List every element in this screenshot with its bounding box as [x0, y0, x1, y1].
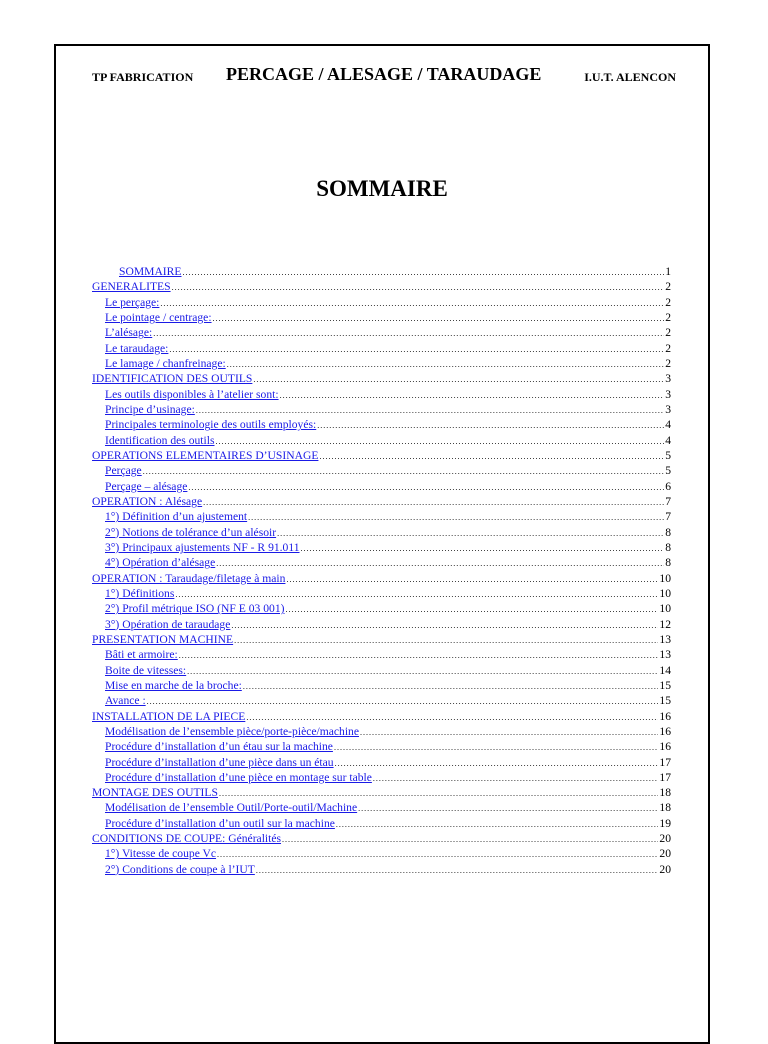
- toc-page-number: 8: [665, 540, 671, 554]
- toc-page-number: 20: [659, 832, 671, 846]
- toc-link[interactable]: 1°) Vitesse de coupe Vc: [105, 847, 217, 861]
- toc-entry[interactable]: [92, 586, 671, 601]
- toc-link[interactable]: INSTALLATION DE LA PIECE: [92, 709, 246, 723]
- toc-page-number: 2: [665, 356, 671, 370]
- toc-page-number: 18: [659, 801, 671, 815]
- toc-entry[interactable]: [92, 831, 671, 846]
- toc-link[interactable]: Procédure d’installation d’une pièce en montage sur table: [105, 770, 372, 784]
- toc-page-number: 16: [659, 740, 671, 754]
- toc-entry[interactable]: [92, 264, 671, 279]
- toc-leader-dots: [213, 311, 665, 325]
- toc-leader-dots: [358, 801, 658, 815]
- toc-page-number: 5: [665, 448, 671, 462]
- toc-link[interactable]: Procédure d’installation d’un outil sur la machine: [105, 816, 335, 830]
- toc-page-number: 14: [659, 663, 671, 677]
- toc-leader-dots: [335, 756, 659, 770]
- header-institution: I.U.T. ALENCON: [584, 70, 676, 84]
- toc-page-number: 4: [665, 433, 671, 447]
- toc-entry[interactable]: [92, 402, 671, 417]
- header-course: TP FABRICATION: [92, 70, 194, 84]
- toc-link[interactable]: Mise en marche de la broche:: [105, 678, 242, 692]
- toc-leader-dots: [248, 510, 664, 524]
- toc-entry[interactable]: [92, 785, 671, 800]
- toc-link[interactable]: Identification des outils: [105, 433, 215, 447]
- toc-link[interactable]: Principales terminologie des outils employés:: [105, 418, 317, 432]
- toc-entry[interactable]: [92, 555, 671, 570]
- toc-page-number: 16: [659, 724, 671, 738]
- toc-link[interactable]: IDENTIFICATION DES OUTILS: [92, 372, 253, 386]
- toc-leader-dots: [336, 817, 659, 831]
- toc-leader-dots: [277, 526, 664, 540]
- toc-link[interactable]: 2°) Notions de tolérance d’un alésoir: [105, 525, 277, 539]
- toc-entry[interactable]: [92, 448, 671, 463]
- toc-leader-dots: [373, 771, 659, 785]
- toc-leader-dots: [175, 587, 658, 601]
- toc-page-number: 20: [659, 862, 671, 876]
- toc-entry[interactable]: [92, 295, 671, 310]
- toc-leader-dots: [187, 664, 658, 678]
- toc-link[interactable]: L’alésage:: [105, 326, 153, 340]
- toc-entry[interactable]: [92, 509, 671, 524]
- toc-page-number: 2: [665, 326, 671, 340]
- toc-entry[interactable]: [92, 279, 671, 294]
- toc-leader-dots: [234, 633, 658, 647]
- toc-entry[interactable]: [92, 678, 671, 693]
- toc-entry[interactable]: [92, 479, 671, 494]
- toc-page-number: 15: [659, 678, 671, 692]
- toc-leader-dots: [219, 786, 658, 800]
- toc-entry[interactable]: [92, 341, 671, 356]
- toc-page-number: 15: [659, 694, 671, 708]
- toc-leader-dots: [317, 418, 664, 432]
- toc-leader-dots: [147, 694, 659, 708]
- toc-link[interactable]: Le perçage:: [105, 295, 160, 309]
- toc-page-number: 2: [665, 310, 671, 324]
- toc-leader-dots: [286, 602, 659, 616]
- toc-link[interactable]: 1°) Définition d’un ajustement: [105, 510, 248, 524]
- toc-entry[interactable]: [92, 800, 671, 815]
- toc-leader-dots: [188, 480, 664, 494]
- toc-entry[interactable]: [92, 724, 671, 739]
- toc-leader-dots: [282, 832, 658, 846]
- toc-entry[interactable]: [92, 525, 671, 540]
- toc-leader-dots: [243, 679, 659, 693]
- toc-leader-dots: [172, 280, 665, 294]
- toc-entry[interactable]: [92, 387, 671, 402]
- toc-entry[interactable]: [92, 371, 671, 386]
- toc-entry[interactable]: [92, 417, 671, 432]
- toc-entry[interactable]: [92, 433, 671, 448]
- toc-entry[interactable]: [92, 601, 671, 616]
- toc-leader-dots: [179, 648, 659, 662]
- toc-link[interactable]: Le lamage / chanfreinage:: [105, 356, 226, 370]
- toc-link[interactable]: OPERATION : Taraudage/filetage à main: [92, 571, 286, 585]
- toc-leader-dots: [203, 495, 664, 509]
- toc-entry[interactable]: [92, 693, 671, 708]
- toc-page-number: 3: [665, 402, 671, 416]
- toc-page-number: 16: [659, 709, 671, 723]
- toc-entry[interactable]: [92, 571, 671, 586]
- toc-page-number: 7: [665, 510, 671, 524]
- toc-page-number: 12: [659, 617, 671, 631]
- toc-page-number: 2: [665, 295, 671, 309]
- toc-leader-dots: [334, 740, 658, 754]
- toc-entry[interactable]: [92, 770, 671, 785]
- toc-link[interactable]: 3°) Opération de taraudage: [105, 617, 231, 631]
- toc-link[interactable]: Les outils disponibles à l’atelier sont:: [105, 387, 279, 401]
- toc-entry[interactable]: [92, 494, 671, 509]
- toc-link[interactable]: PRESENTATION MACHINE: [92, 632, 234, 646]
- toc-link[interactable]: Bâti et armoire:: [105, 648, 178, 662]
- toc-link[interactable]: Le pointage / centrage:: [105, 310, 212, 324]
- toc-leader-dots: [196, 403, 664, 417]
- toc-page-number: 1: [665, 265, 671, 278]
- toc-leader-dots: [160, 296, 664, 310]
- toc-leader-dots: [280, 388, 665, 402]
- toc-entry[interactable]: [92, 356, 671, 371]
- toc-page-number: 2: [665, 280, 671, 294]
- toc-page-number: 19: [659, 816, 671, 830]
- toc-page-number: 2: [665, 341, 671, 355]
- toc-link[interactable]: GENERALITES: [92, 280, 171, 294]
- toc-entry[interactable]: [92, 540, 671, 555]
- toc-leader-dots: [246, 710, 658, 724]
- toc-entry[interactable]: [92, 709, 671, 724]
- table-of-contents: [92, 264, 671, 877]
- toc-entry[interactable]: [92, 862, 671, 877]
- toc-leader-dots: [216, 556, 664, 570]
- toc-leader-dots: [360, 725, 658, 739]
- toc-link[interactable]: OPERATIONS ELEMENTAIRES D’USINAGE: [92, 448, 319, 462]
- toc-link[interactable]: Boite de vitesses:: [105, 663, 187, 677]
- toc-link[interactable]: Avance :: [105, 694, 146, 708]
- toc-leader-dots: [256, 863, 659, 877]
- toc-page-number: 8: [665, 525, 671, 539]
- toc-leader-dots: [217, 847, 658, 861]
- toc-leader-dots: [319, 449, 664, 463]
- toc-link[interactable]: Modélisation de l’ensemble Outil/Porte-outil/Machine: [105, 801, 358, 815]
- toc-page-number: 20: [659, 847, 671, 861]
- toc-page-number: 6: [665, 479, 671, 493]
- toc-page-number: 7: [665, 494, 671, 508]
- toc-page-number: 4: [665, 418, 671, 432]
- toc-page-number: 17: [659, 755, 671, 769]
- toc-link[interactable]: Principe d’usinage:: [105, 402, 195, 416]
- toc-page-number: 17: [659, 770, 671, 784]
- toc-link[interactable]: 2°) Profil métrique ISO (NF E 03 001): [105, 602, 285, 616]
- toc-entry[interactable]: [92, 632, 671, 647]
- toc-link[interactable]: Perçage: [105, 464, 142, 478]
- document-page: [54, 44, 710, 1044]
- toc-page-number: 13: [659, 648, 671, 662]
- toc-entry[interactable]: [92, 846, 671, 861]
- header-subject: PERCAGE / ALESAGE / TARAUDAGE: [226, 64, 542, 84]
- toc-entry[interactable]: [92, 647, 671, 662]
- toc-link[interactable]: Modélisation de l’ensemble pièce/porte-pièce/machine: [105, 724, 359, 738]
- toc-leader-dots: [227, 357, 665, 371]
- toc-entry[interactable]: [92, 816, 671, 831]
- toc-leader-dots: [183, 265, 665, 279]
- toc-leader-dots: [253, 372, 664, 386]
- toc-link[interactable]: OPERATION : Alésage: [92, 494, 203, 508]
- toc-leader-dots: [301, 541, 665, 555]
- toc-link[interactable]: SOMMAIRE: [119, 265, 182, 278]
- toc-entry[interactable]: [92, 617, 671, 632]
- toc-link[interactable]: 2°) Conditions de coupe à l’IUT: [105, 862, 255, 876]
- toc-page-number: 8: [665, 556, 671, 570]
- toc-leader-dots: [143, 464, 665, 478]
- toc-entry[interactable]: [92, 663, 671, 678]
- toc-link[interactable]: 1°) Définitions: [105, 586, 175, 600]
- toc-link[interactable]: Procédure d’installation d’un étau sur la machine: [105, 740, 333, 754]
- toc-link[interactable]: Perçage – alésage: [105, 479, 188, 493]
- toc-link[interactable]: MONTAGE DES OUTILS: [92, 786, 218, 800]
- toc-entry[interactable]: [92, 755, 671, 770]
- toc-entry[interactable]: [92, 739, 671, 754]
- page-title: SOMMAIRE: [316, 176, 448, 201]
- toc-entry[interactable]: [92, 310, 671, 325]
- page-header: [92, 64, 676, 88]
- toc-link[interactable]: 3°) Principaux ajustements NF - R 91.011: [105, 540, 300, 554]
- toc-entry[interactable]: [92, 463, 671, 478]
- toc-page-number: 5: [665, 464, 671, 478]
- toc-page-number: 10: [659, 602, 671, 616]
- toc-leader-dots: [153, 326, 664, 340]
- toc-link[interactable]: CONDITIONS DE COUPE: Généralités: [92, 832, 282, 846]
- toc-link[interactable]: Procédure d’installation d’une pièce dans un étau: [105, 755, 334, 769]
- toc-leader-dots: [169, 342, 664, 356]
- toc-leader-dots: [231, 618, 658, 632]
- toc-link[interactable]: Le taraudage:: [105, 341, 169, 355]
- toc-page-number: 10: [659, 571, 671, 585]
- toc-link[interactable]: 4°) Opération d’alésage: [105, 556, 216, 570]
- toc-page-number: 3: [665, 387, 671, 401]
- toc-page-number: 10: [659, 586, 671, 600]
- toc-page-number: 18: [659, 786, 671, 800]
- toc-page-number: 13: [659, 632, 671, 646]
- toc-leader-dots: [286, 572, 658, 586]
- toc-entry[interactable]: [92, 325, 671, 340]
- toc-page-number: 3: [665, 372, 671, 386]
- toc-leader-dots: [215, 434, 664, 448]
